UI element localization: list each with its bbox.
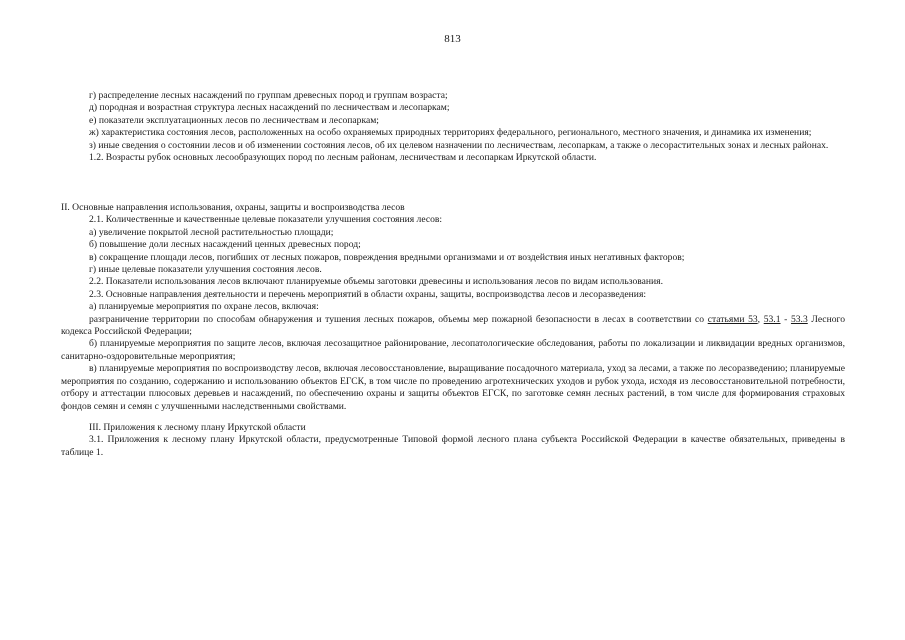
list-item: а) планируемые мероприятия по охране лесов, включая:: [89, 301, 319, 313]
list-item: б) планируемые мероприятия по защите лесов, включая лесозащитное районирование, лесопатологические обследования, работы по локализации и ликвидации вредных организмов, санитарно-оздоровительные мероприятия;: [61, 338, 845, 362]
paragraph-1-2: 1.2. Возрасты рубок основных лесообразующих пород по лесным районам, лесничествам и лесопаркам Иркутской области.: [89, 152, 597, 164]
fire-text-sep: ,: [757, 313, 764, 325]
section-2: [61, 202, 845, 413]
page-number: 813: [444, 33, 461, 45]
list-item: в) планируемые мероприятия по воспроизводству лесов, включая лесовосстановление, выращивание посадочного материала, уход за лесами, а также по лесоразведению; планируемые мероприятия по созданию, содержанию и использованию объектов ЕГСК, в том числе по проведению агротехнических уходов и рубок ухода, исходя из лесовосстановительной потребности, отбору и аттестации плюсовых деревьев и насаждений, по обеспечению охраны и защиты объектов ЕГСК, по заготовке семян лесных растений, в том числе для формирования страховых фондов семян и семян с улучшенными наследственными свойствами.: [61, 363, 845, 412]
link-article-53-3[interactable]: 53.3: [790, 313, 808, 325]
link-article-53-1[interactable]: 53.1: [763, 313, 781, 325]
list-item: в) сокращение площади лесов, погибших от лесных пожаров, повреждения вредными организмами и от воздействия иных негативных факторов;: [89, 251, 685, 263]
list-item: з) иные сведения о состоянии лесов и об изменении состояния лесов, об их целевом назначении по лесничествам, лесопаркам, а также о лесорастительных зонах и лесных районах.: [89, 139, 829, 151]
list-item: е) показатели эксплуатационных лесов по лесничествам и лесопаркам;: [89, 114, 379, 126]
list-item: а) увеличение покрытой лесной растительностью площади;: [89, 226, 334, 238]
paragraph-2-1: 2.1. Количественные и качественные целевые показатели улучшения состояния лесов:: [89, 214, 443, 226]
section-3-heading: III. Приложения к лесному плану Иркутской области: [89, 422, 306, 433]
list-item: ж) характеристика состояния лесов, расположенных на особо охраняемых природных территориях федерального, регионального, местного значения, и динамика их изменения;: [89, 127, 812, 139]
paragraph-3-1: 3.1. Приложения к лесному плану Иркутской области, предусмотренные Типовой формой лесного плана субъекта Российской Федерации в качестве обязательных, приведены в таблице 1.: [61, 434, 845, 458]
section-2-heading: II. Основные направления использования, охраны, защиты и воспроизводства лесов: [61, 202, 405, 213]
link-article-53[interactable]: статьями 53: [707, 313, 758, 325]
list-item: г) иные целевые показатели улучшения состояния лесов.: [89, 264, 322, 276]
list-item: д) породная и возрастная структура лесных насаждений по лесничествам и лесопаркам;: [89, 102, 450, 114]
fire-text-dash: -: [780, 313, 791, 325]
paragraph-2-2: 2.2. Показатели использования лесов включают планируемые объемы заготовки древесины и использования лесов по видам использования.: [89, 276, 663, 288]
list-item: б) повышение доли лесных насаждений ценных древесных пород;: [89, 239, 361, 251]
paragraph-2-3: 2.3. Основные направления деятельности и перечень мероприятий в области охраны, защиты, воспроизводства лесов и лесоразведения:: [89, 288, 647, 300]
fire-text-pre: разграничение территории по способам обнаружения и тушения лесных пожаров, объемы мер пожарной безопасности в лесах в соответствии со: [89, 313, 708, 325]
section-3: [61, 422, 845, 459]
fire-measures-paragraph: [61, 314, 845, 339]
section-1-items: [61, 90, 845, 164]
fire-text-post: Лесного кодекса Российской Федерации;: [61, 313, 845, 338]
list-item: г) распределение лесных насаждений по группам древесных пород и группам возраста;: [89, 90, 448, 101]
